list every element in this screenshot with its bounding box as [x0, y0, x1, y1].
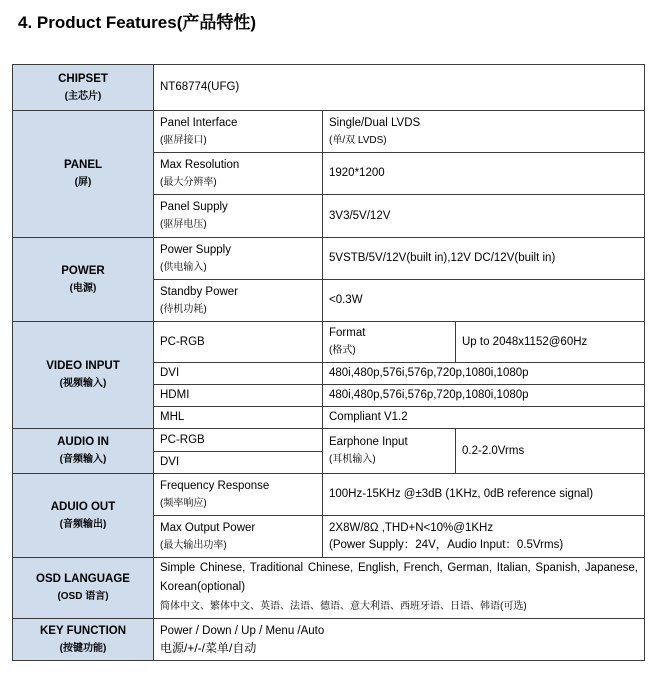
- earphone-input-label: Earphone Input (耳机输入): [323, 429, 456, 474]
- row-osd-language: [13, 558, 645, 619]
- frequency-response-value: 100Hz-15KHz @±3dB (1KHz, 0dB reference signal): [323, 474, 645, 516]
- max-resolution-value: 1920*1200: [323, 153, 645, 195]
- panel-interface-label: Panel Interface (驱屏接口): [154, 111, 323, 153]
- chipset-value: NT68774(UFG): [154, 65, 645, 111]
- video-format-label: Format (格式): [323, 322, 456, 363]
- audio-in-header: AUDIO IN (音频输入): [13, 429, 154, 474]
- key-function-header: KEY FUNCTION (按键功能): [13, 619, 154, 661]
- frequency-response-label: Frequency Response (频率响应): [154, 474, 323, 516]
- video-dvi-value: 480i,480p,576i,576p,720p,1080i,1080p: [323, 363, 645, 385]
- max-output-power-label: Max Output Power (最大输出功率): [154, 516, 323, 558]
- video-mhl-label: MHL: [154, 407, 323, 429]
- panel-header: PANEL (屏): [13, 111, 154, 238]
- max-output-power-value: 2X8W/8Ω ,THD+N<10%@1KHz (Power Supply：24V，Audio Input：0.5Vrms): [323, 516, 645, 558]
- row-audio-in-pcrgb: [13, 429, 645, 452]
- video-hdmi-value: 480i,480p,576i,576p,720p,1080i,1080p: [323, 385, 645, 407]
- audio-in-dvi-label: DVI: [154, 452, 323, 474]
- video-input-header: VIDEO INPUT (视频输入): [13, 322, 154, 429]
- row-frequency-response: [13, 474, 645, 516]
- row-power-supply: [13, 238, 645, 280]
- video-dvi-label: DVI: [154, 363, 323, 385]
- row-video-pcrgb: [13, 322, 645, 363]
- standby-power-label: Standby Power (待机功耗): [154, 280, 323, 322]
- video-pcrgb-value: Up to 2048x1152@60Hz: [456, 322, 645, 363]
- panel-supply-value: 3V3/5V/12V: [323, 195, 645, 238]
- standby-power-value: <0.3W: [323, 280, 645, 322]
- video-mhl-value: Compliant V1.2: [323, 407, 645, 429]
- power-header: POWER (电源): [13, 238, 154, 322]
- row-chipset: [13, 65, 645, 111]
- product-features-table: [12, 64, 645, 661]
- video-hdmi-label: HDMI: [154, 385, 323, 407]
- power-supply-label: Power Supply (供电输入): [154, 238, 323, 280]
- audio-in-pcrgb-label: PC-RGB: [154, 429, 323, 452]
- power-supply-value: 5VSTB/5V/12V(built in),12V DC/12V(built in): [323, 238, 645, 280]
- key-function-value: Power / Down / Up / Menu /Auto 电源/+/-/菜单/自动: [154, 619, 645, 661]
- max-resolution-label: Max Resolution (最大分辨率): [154, 153, 323, 195]
- audio-in-value: 0.2-2.0Vrms: [456, 429, 645, 474]
- audio-out-header: ADUIO OUT (音频输出): [13, 474, 154, 558]
- row-key-function: [13, 619, 645, 661]
- panel-supply-label: Panel Supply (驱屏电压): [154, 195, 323, 238]
- panel-interface-value: Single/Dual LVDS (单/双 LVDS): [323, 111, 645, 153]
- chipset-header: CHIPSET (主芯片): [13, 65, 154, 111]
- video-pcrgb-label: PC-RGB: [154, 322, 323, 363]
- section-title: 4. Product Features(产品特性): [18, 13, 257, 32]
- row-panel-interface: [13, 111, 645, 153]
- osd-language-value: Simple Chinese, Traditional Chinese, English, French, German, Italian, Spanish, Japanese, Korean(optional) 简体中文、繁体中文、英语、法语、德语、意大利语、西班牙语、日语、韩语(可选): [154, 558, 645, 619]
- osd-language-header: OSD LANGUAGE (OSD 语言): [13, 558, 154, 619]
